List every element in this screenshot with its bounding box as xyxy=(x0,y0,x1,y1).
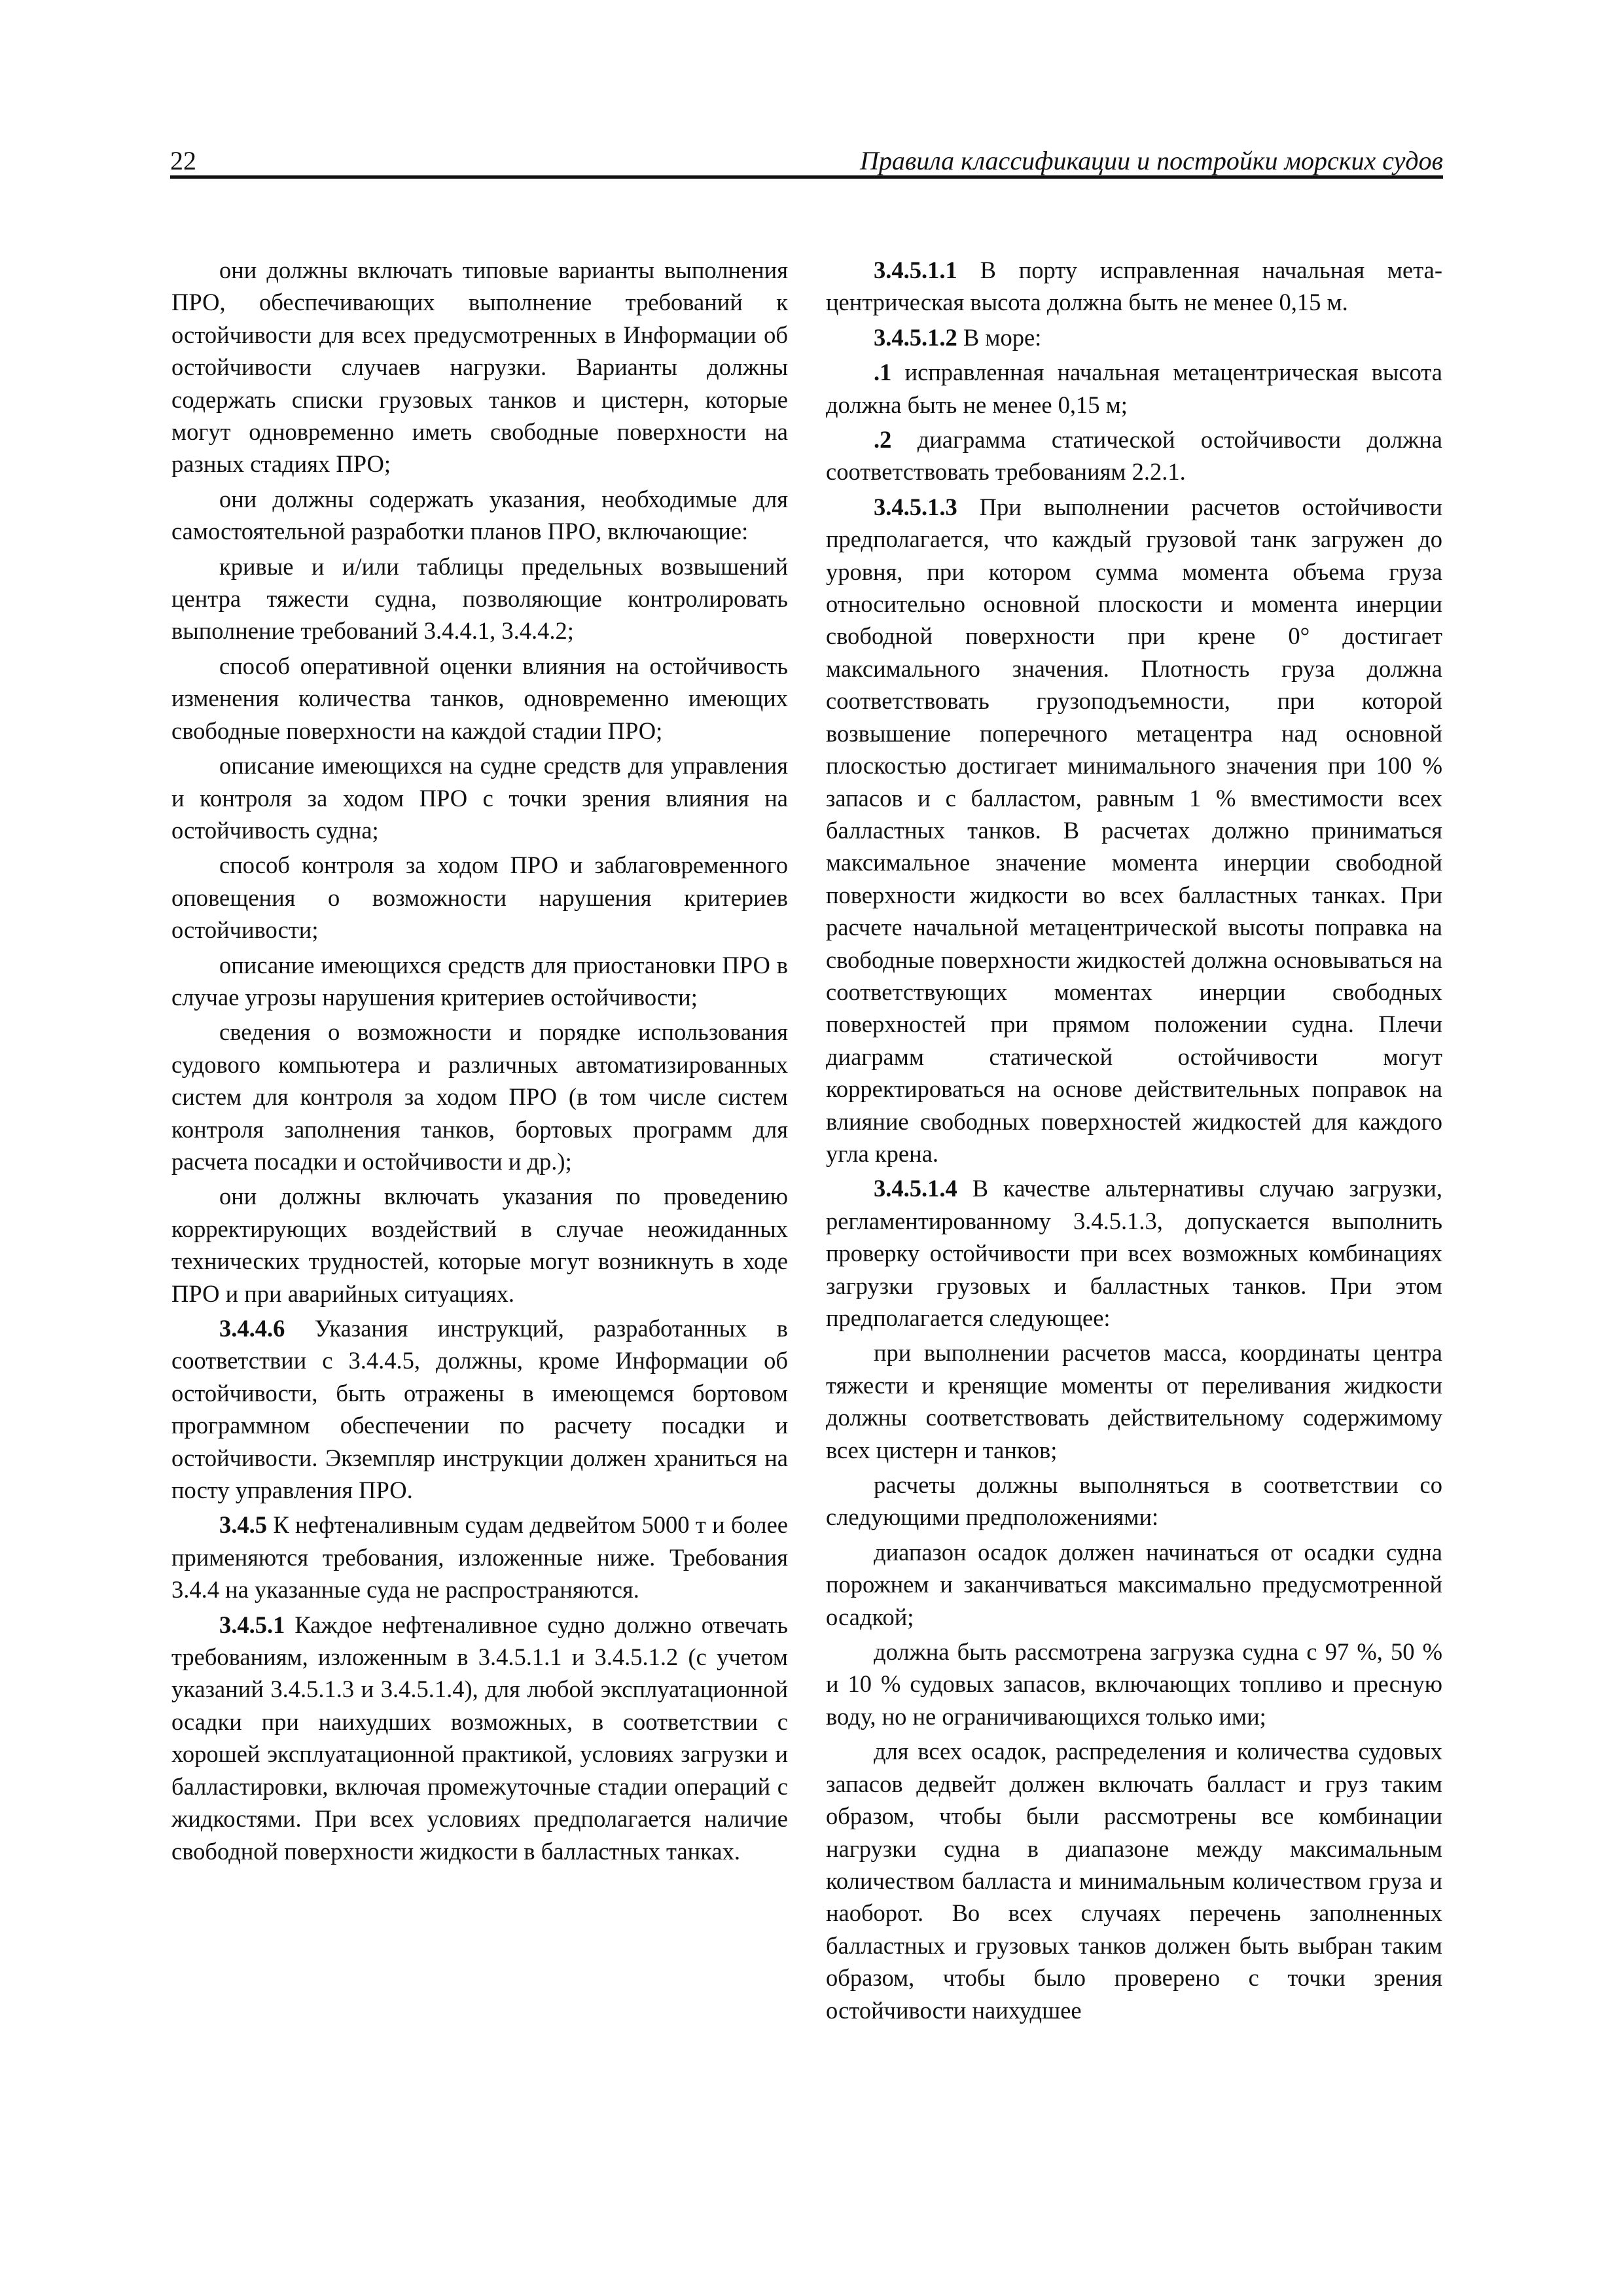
paragraph-text: диаграмма статической остойчивости должна соответствовать требованиям 2.2.1. xyxy=(826,426,1442,486)
paragraph-text: сведения о возможности и порядке использования судового компьютера и различных автоматизированных систем для контроля за ходом ПРО (в том числе систем контроля заполнения танков, бортовых программ для расчета посадки и остойчивости и др.); xyxy=(171,1018,788,1175)
paragraph xyxy=(171,1016,788,1177)
clause-number: .2 xyxy=(874,426,892,454)
paragraph xyxy=(171,483,788,548)
paragraph xyxy=(826,423,1442,488)
page-number: 22 xyxy=(170,146,196,175)
paragraph xyxy=(171,849,788,946)
paragraph-text: они должны включать указания по проведению корректирующих воздействий в случае неожиданных технических трудностей, которые могут возникнуть в ходе ПРО и при аварийных ситуациях. xyxy=(171,1183,788,1307)
paragraph xyxy=(171,650,788,747)
paragraph-text: способ оперативной оценки влияния на остойчивость изменения количества танков, одновременно имеющих свободные поверхности на каждой стадии ПРО; xyxy=(171,652,788,744)
clause-number: 3.4.5.1.1 xyxy=(874,257,957,283)
paragraph-text: описание имеющихся средств для приостановки ПРО в случае угрозы нарушения критериев остойчивости; xyxy=(171,951,788,1011)
paragraph-text: К нефтеналивным судам дедвейтом 5000 т и более применяются требования, изложенные ниже. Требования 3.4.4 на указанные суда не распространяются. xyxy=(171,1511,788,1604)
paragraph-text: они должны включать типовые варианты выполнения ПРО, обеспечивающих выполнение требований к остойчивости для всех предусмотренных в Информации об остойчивости случаев нагрузки. Варианты должны содержать списки грузовых танков и цистерн, которые могут одновременно иметь свободные поверхности на разных стадиях ПРО; xyxy=(171,257,788,478)
paragraph-text: В порту исправленная начальная метацентрическая высота должна быть не менее 0,15 м. xyxy=(826,257,1442,316)
paragraph-text: при выполнении расчетов масса, координаты центра тяжести и кренящие моменты от переливания жидкости должны соответствовать действительному содержимому всех цистерн и танков; xyxy=(826,1339,1442,1463)
paragraph xyxy=(171,254,788,480)
paragraph xyxy=(826,321,1442,353)
paragraph-text: В море: xyxy=(957,323,1042,351)
clause-number: 3.4.5.1.2 xyxy=(874,323,957,351)
running-title: Правила классификации и постройки морских судов xyxy=(859,146,1443,175)
paragraph xyxy=(171,1509,788,1605)
paragraph xyxy=(171,749,788,846)
clause-number: .1 xyxy=(874,359,892,386)
header-rule xyxy=(170,175,1443,179)
paragraph-text: они должны содержать указания, необходимые для самостоятельной разработки планов ПРО, включающие: xyxy=(171,485,788,545)
paragraph-text: При выполнении расчетов остойчивости предполагается, что каждый грузовой танк загружен до уровня, при котором сумма момента объема груза относительно основной плоскости и момента инерции свободной поверхности при крене 0° достигает максимального значения. Плотность груза должна соответствовать грузоподъемности, при которой возвышение поперечного метацентра над основной плоскостью достигает минимального значения при 100 % запасов и с балластом, равным 1 % вместимости всех балластных танков. В расчетах должно приниматься максимальное значение момента инерции свободной поверхности жидкости во всех балластных танках. При расчете начальной метацентрической высоты поправка на свободные поверхности жидкостей должна основываться на соответствующих моментах инерции свободных поверхностей при прямом положении судна. Плечи диаграмм статической остойчивости могут корректироваться на основе действительных поправок на влияние свободных поверхностей жидкостей для каждого угла крена. xyxy=(826,493,1442,1167)
clause-number: 3.4.5 xyxy=(219,1511,267,1539)
paragraph xyxy=(826,491,1442,1170)
paragraph-text: кривые и и/или таблицы предельных возвышений центра тяжести судна, позволяющие контролировать выполнение требований 3.4.4.1, 3.4.4.2; xyxy=(171,552,788,645)
paragraph xyxy=(826,254,1442,319)
paragraph xyxy=(171,550,788,647)
paragraph xyxy=(826,1469,1442,1534)
paragraph xyxy=(171,949,788,1014)
paragraph-text: Указания инструкций, разработанных в соответствии с 3.4.4.5, должны, кроме Информации об остойчивости, быть отражены в имеющемся бортовом программном обеспечении по расчету посадки и остойчивости. Экземпляр инструкции должен храниться на посту управления ПРО. xyxy=(171,1315,788,1504)
paragraph xyxy=(826,1172,1442,1334)
paragraph xyxy=(171,1180,788,1310)
paragraph xyxy=(171,1312,788,1506)
right-column xyxy=(826,254,1442,2026)
paragraph xyxy=(826,1536,1442,1633)
paragraph xyxy=(826,1735,1442,2026)
clause-number: 3.4.5.1.4 xyxy=(874,1175,957,1202)
paragraph-text: описание имеющихся на судне средств для управления и контроля за ходом ПРО с точки зрения влияния на остойчивость судна; xyxy=(171,752,788,844)
paragraph-text: способ контроля за ходом ПРО и заблаговременного оповещения о возможности нарушения критериев остойчивости; xyxy=(171,852,788,944)
paragraph xyxy=(826,356,1442,421)
paragraph-text: Каждое нефтеналивное судно должно отвечать требованиям, изложенным в 3.4.5.1.1 и 3.4.5.1.2 (с учетом указаний 3.4.5.1.3 и 3.4.5.1.4), для любой эксплуатационной осадки при наихудших возможных, в соответствии с хорошей эксплуатационной практикой, условиях загрузки и балластировки, включая промежуточные стадии операций с жидкостями. При всех условиях предполагается наличие свободной поверхности жидкости в балластных танках. xyxy=(171,1611,788,1865)
paragraph-text: должна быть рассмотрена загрузка судна с 97 %, 50 % и 10 % судовых запасов, включающих топливо и пресную воду, но не ограничивающихся только ими; xyxy=(826,1638,1442,1730)
paragraph-text: диапазон осадок должен начинаться от осадки судна порожнем и заканчиваться максимально предусмотренной осадкой; xyxy=(826,1538,1442,1630)
clause-number: 3.4.5.1 xyxy=(219,1611,285,1638)
paragraph-text: В качестве альтернативы случаю загрузки, регламентированному 3.4.5.1.3, допускается выполнить проверку остойчивости при всех возможных комбинациях загрузки грузовых и балластных танков. При этом предполагается следующее: xyxy=(826,1175,1442,1331)
clause-number: 3.4.5.1.3 xyxy=(874,493,957,520)
clause-number: 3.4.4.6 xyxy=(219,1315,285,1342)
paragraph-text: исправленная начальная метацентрическая высота должна быть не менее 0,15 м; xyxy=(826,359,1442,418)
paragraph xyxy=(826,1336,1442,1466)
paragraph xyxy=(826,1636,1442,1732)
paragraph-text: расчеты должны выполняться в соответствии со следующими предположениями: xyxy=(826,1471,1442,1531)
paragraph-text: для всех осадок, распределения и количества судовых запасов дедвейт должен включать балласт и груз таким образом, чтобы были рассмотрены все комбинации нагрузки судна в диапазоне между максимальным количеством балласта и минимальным количеством груза и наоборот. Во всех случаях перечень заполненных балластных и грузовых танков должен быть выбран таким образом, чтобы было проверено с точки зрения остойчивости наихудшее xyxy=(826,1738,1442,2024)
left-column xyxy=(171,254,788,1867)
paragraph xyxy=(171,1609,788,1867)
